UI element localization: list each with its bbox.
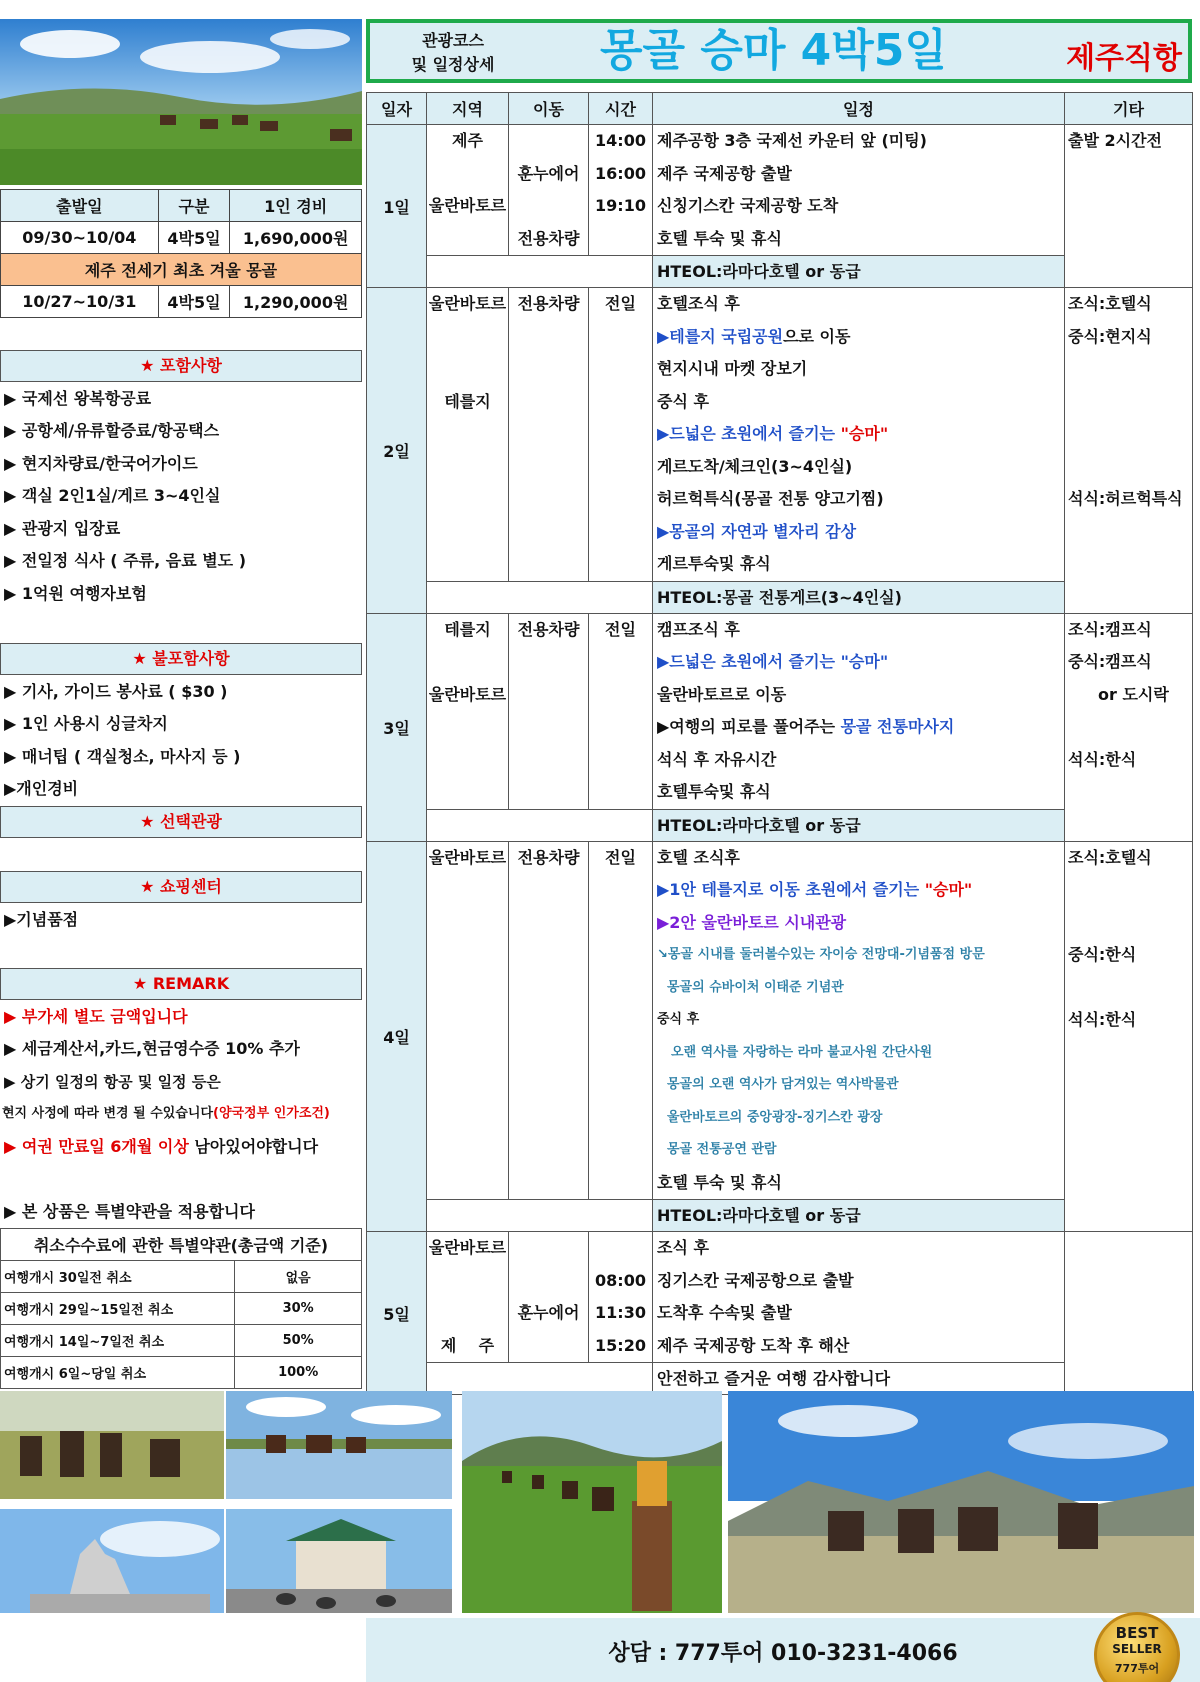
remark-tax: ▶ 세금계산서,카드,현금영수증 10% 추가 <box>4 1039 300 1058</box>
price-table <box>0 189 362 318</box>
etc-text: 석식:한식 <box>1068 749 1137 769</box>
included-title: ★ 포함사항 <box>0 350 362 382</box>
day5-closing-spacer <box>427 1363 653 1395</box>
header-price: 1인 경비 <box>230 190 362 222</box>
time-text: 14:00 <box>595 131 646 150</box>
day2-schedule <box>653 288 1065 582</box>
horse-riding-highlight: "승마" <box>924 880 973 899</box>
mountain-riders-photo <box>728 1391 1194 1613</box>
departure-date: 09/30~10/04 <box>1 222 159 254</box>
schedule-item: 허르헉특식(몽골 전통 양고기찜) <box>657 489 884 508</box>
region-text <box>427 223 508 256</box>
schedule-item: 중식 후 <box>657 1012 700 1027</box>
day2-transport <box>509 288 589 582</box>
cancel-period: 여행개시 14일~7일전 취소 <box>1 1325 235 1357</box>
contact-text: 상담 : 777투어 010-3231-4066 <box>608 1641 958 1666</box>
day4-schedule <box>653 841 1065 1200</box>
time-text: 19:10 <box>595 196 646 215</box>
schedule-item: ↘몽골 시내를 둘러볼수있는 자이승 전망대-기념품점 방문 <box>657 947 985 962</box>
table-row <box>1 286 362 318</box>
schedule-text: ▶여행의 피로를 풀어주는 <box>657 717 841 736</box>
cancel-fee: 50% <box>235 1325 362 1357</box>
day5-etc <box>1065 1232 1193 1395</box>
trip-type: 4박5일 <box>158 222 230 254</box>
schedule-item: 게르투숙및 휴식 <box>657 554 771 573</box>
day3-region <box>427 613 509 809</box>
departure-date: 10/27~10/31 <box>1 286 159 318</box>
day1-schedule <box>653 125 1065 256</box>
region-text: 울란바토르 <box>428 684 507 704</box>
day1-row <box>367 125 1193 256</box>
day5-schedule <box>653 1232 1065 1363</box>
schedule-item: 몽골의 오랜 역사가 담겨있는 역사박물관 <box>667 1077 899 1092</box>
schedule-item: 석식 후 자유시간 <box>657 749 777 769</box>
seal-seller: SELLER <box>1112 1642 1162 1656</box>
etc-text: 중식:한식 <box>1068 945 1137 964</box>
day3-etc <box>1065 613 1193 841</box>
highlight-text: 몽골 전통마사지 <box>840 717 955 736</box>
etc-text: 조식:캠프식 <box>1068 619 1152 639</box>
day4-transport <box>509 841 589 1200</box>
transport-text <box>509 190 588 223</box>
region-text: 테를지 <box>444 619 491 639</box>
schedule-item: 호텔조식 후 <box>657 294 740 313</box>
day5-label: 5일 <box>367 1232 427 1395</box>
day1-transport <box>509 125 589 256</box>
schedule-item: ▶몽골의 자연과 별자리 감상 <box>657 521 857 541</box>
col-transport: 이동 <box>509 93 589 125</box>
transport-text: 전용차량 <box>517 847 580 867</box>
day3-hotel-spacer <box>427 809 653 841</box>
cancellation-table <box>0 1228 362 1389</box>
page-title: 몽골 승마 4박5일 <box>600 25 947 76</box>
region-text: 울란바토르 <box>428 1238 507 1257</box>
etc-text: 조식:호텔식 <box>1068 294 1152 313</box>
day3-transport <box>509 613 589 809</box>
transport-text <box>509 125 588 158</box>
day4-hotel-spacer <box>427 1200 653 1232</box>
schedule-item: 중식 후 <box>657 391 709 411</box>
temple-photo <box>226 1509 452 1613</box>
schedule-item: 몽골의 슈바이처 이태준 기념관 <box>667 979 844 995</box>
day2-row <box>367 288 1193 582</box>
schedule-item <box>657 646 1064 679</box>
time-text: 11:30 <box>595 1303 646 1322</box>
day4-label: 4일 <box>367 841 427 1232</box>
trip-type: 4박5일 <box>158 286 230 318</box>
winter-banner: 제주 전세기 최초 겨울 몽골 <box>1 254 362 286</box>
day1-hotel: HTEOL:라마다호텔 or 동급 <box>653 256 1065 288</box>
schedule-item: 오랜 역사를 자랑하는 라마 불교사원 간단사원 <box>671 1044 933 1060</box>
etc-text: 중식:현지식 <box>1068 326 1152 346</box>
riders-line-photo <box>0 1391 224 1499</box>
list-item: ▶ 현지차량료/한국어가이드 <box>4 454 198 473</box>
transport-text: 훈누에어 <box>517 163 580 183</box>
schedule-item: 호텔 투숙 및 휴식 <box>657 228 782 248</box>
day3-schedule <box>653 613 1065 809</box>
day4-hotel: HTEOL:라마다호텔 or 동급 <box>653 1200 1065 1232</box>
day4-time <box>589 841 653 1200</box>
list-item: ▶ 공항세/유류할증료/항공택스 <box>4 421 220 440</box>
day2-label: 2일 <box>367 288 427 614</box>
highlight-text: ▶드넓은 초원에서 즐기는 <box>657 424 841 443</box>
col-schedule: 일정 <box>653 93 1065 125</box>
shopping-title: ★ 쇼핑센터 <box>0 871 362 903</box>
trip-price: 1,690,000원 <box>230 222 362 254</box>
schedule-item: 조식 후 <box>657 1238 709 1257</box>
best-seller-seal <box>1094 1612 1180 1682</box>
transport-text: 전용차량 <box>517 294 580 313</box>
remark-change: ▶ 상기 일정의 항공 및 일정 등은 <box>4 1073 221 1091</box>
remark-change-cont <box>2 1098 330 1130</box>
transport-text: 전용차량 <box>517 228 580 248</box>
time-text <box>589 223 652 256</box>
day2-hotel: HTEOL:몽골 전통게르(3~4인실) <box>653 581 1065 613</box>
schedule-item: 도착후 수속및 출발 <box>657 1303 792 1322</box>
etc-text: 중식:캠프식 <box>1068 652 1152 671</box>
day1-hotel-spacer <box>427 256 653 288</box>
list-item: ▶개인경비 <box>4 779 79 798</box>
schedule-item: 신칭기스칸 국제공항 도착 <box>657 196 839 215</box>
remark-passport-text: 남아있어야합니다 <box>188 1137 319 1156</box>
remark-vat: ▶ 부가세 별도 금액입니다 <box>4 1007 188 1026</box>
cancellation-title: 취소수수료에 관한 특별약관(총금액 기준) <box>1 1229 362 1261</box>
list-item: ▶ 1억원 여행자보험 <box>4 584 147 603</box>
itinerary-table <box>366 92 1192 1395</box>
day1-region <box>427 125 509 256</box>
schedule-item <box>657 418 1064 451</box>
header-departure: 출발일 <box>1 190 159 222</box>
day2-hotel-spacer <box>427 581 653 613</box>
optional-tour-title: ★ 선택관광 <box>0 806 362 838</box>
horses-lake-photo <box>226 1391 452 1499</box>
region-text: 울란바토르 <box>428 294 507 313</box>
list-item: ▶ 국제선 왕복항공료 <box>4 389 152 408</box>
list-item: ▶ 매너팁 ( 객실청소, 마사지 등 ) <box>4 747 241 766</box>
excluded-title: ★ 불포함사항 <box>0 643 362 675</box>
remark-passport-arrow: ▶ <box>4 1137 22 1156</box>
time-text: 16:00 <box>595 163 646 183</box>
day5-time <box>589 1232 653 1363</box>
table-row <box>1 1293 362 1325</box>
etc-text: or 도시락 <box>1098 684 1169 704</box>
list-item: ▶ 1인 사용시 싱글차지 <box>4 714 168 733</box>
time-text: 전일 <box>605 619 636 639</box>
schedule-item: 호텔 조식후 <box>657 847 740 867</box>
etc-text: 출발 2시간전 <box>1068 131 1162 150</box>
seal-best: BEST <box>1115 1624 1159 1642</box>
list-item: ▶ 관광지 입장료 <box>4 519 121 538</box>
course-label-sub: 및 일정상세 <box>411 55 495 74</box>
day5-row <box>367 1232 1193 1363</box>
day5-region <box>427 1232 509 1363</box>
col-etc: 기타 <box>1065 93 1193 125</box>
table-row <box>1 222 362 254</box>
time-text: 08:00 <box>595 1270 646 1290</box>
schedule-item <box>657 711 1064 744</box>
day4-etc <box>1065 841 1193 1232</box>
schedule-item: 호텔 투숙 및 휴식 <box>657 1172 782 1192</box>
remark-passport <box>4 1131 318 1163</box>
region-text: 제주 <box>452 131 483 150</box>
schedule-item: 몽골 전통공연 관람 <box>667 1142 777 1157</box>
day3-label: 3일 <box>367 613 427 841</box>
schedule-item: ▶2안 울란바토르 시내관광 <box>657 912 847 932</box>
schedule-item: 호텔투숙및 휴식 <box>657 782 771 801</box>
cancel-fee: 30% <box>235 1293 362 1325</box>
cancel-fee: 없음 <box>235 1261 362 1293</box>
time-text: 전일 <box>605 294 636 313</box>
day4-row <box>367 841 1193 1200</box>
course-label: 관광코스 <box>422 31 484 50</box>
schedule-item: 게르도착/체크인(3~4인실) <box>657 456 853 476</box>
horse-riding-highlight: "승마" <box>840 652 889 671</box>
region-text: 테를지 <box>444 391 491 411</box>
table-row <box>1 1261 362 1293</box>
remark-special-terms: ▶ 본 상품은 특별약관을 적용합니다 <box>4 1202 255 1221</box>
etc-text: 석식:한식 <box>1068 1010 1137 1029</box>
schedule-item: 제주공항 3층 국제선 카운터 앞 (미팅) <box>657 131 927 150</box>
trip-price: 1,290,000원 <box>230 286 362 318</box>
region-text: 제 주 <box>440 1335 495 1355</box>
list-item: ▶기념품점 <box>4 910 79 929</box>
time-text: 15:20 <box>595 1335 646 1355</box>
day1-time <box>589 125 653 256</box>
title-banner <box>366 19 1192 83</box>
table-row <box>1 1325 362 1357</box>
highlight-text: ▶1안 테를지로 이동 초원에서 즐기는 <box>657 880 925 899</box>
day2-region <box>427 288 509 582</box>
col-day: 일자 <box>367 93 427 125</box>
schedule-item: 현지시내 마켓 장보기 <box>657 359 808 378</box>
contact-bar <box>366 1618 1200 1682</box>
remark-change-text: 현지 사정에 따라 변경 될 수있습니다 <box>2 1106 213 1121</box>
transport-text: 훈누에어 <box>517 1303 580 1322</box>
etc-text: 석식:허르헉특식 <box>1068 489 1183 508</box>
list-item: ▶ 전일정 식사 ( 주류, 음료 별도 ) <box>4 551 247 570</box>
day4-region <box>427 841 509 1200</box>
day2-time <box>589 288 653 582</box>
etc-text: 조식:호텔식 <box>1068 847 1152 867</box>
seal-brand: 777투어 <box>1114 1662 1160 1675</box>
remark-title: ★ REMARK <box>0 968 362 1000</box>
day5-transport <box>509 1232 589 1363</box>
highlight-text: ▶드넓은 초원에서 즐기는 <box>657 652 841 671</box>
schedule-item <box>657 874 1064 907</box>
schedule-item: 울란바토르로 이동 <box>657 684 787 704</box>
region-text: 울란바토르 <box>428 196 507 215</box>
schedule-item: 울란바토르의 중앙광장-징기스칸 광장 <box>667 1109 883 1125</box>
day2-etc <box>1065 288 1193 614</box>
day3-hotel: HTEOL:라마다호텔 or 동급 <box>653 809 1065 841</box>
day3-row <box>367 613 1193 809</box>
list-item: ▶ 객실 2인1실/게르 3~4인실 <box>4 486 221 505</box>
horse-riding-highlight: "승마" <box>840 424 889 443</box>
highlight-text: ▶테를지 국립공원 <box>657 326 784 346</box>
col-region: 지역 <box>427 93 509 125</box>
day3-time <box>589 613 653 809</box>
col-time: 시간 <box>589 93 653 125</box>
schedule-item: 징기스칸 국제공항으로 출발 <box>657 1270 854 1290</box>
remark-condition: (양국정부 인가조건) <box>213 1106 330 1121</box>
closing-message: 안전하고 즐거운 여행 감사합니다 <box>653 1363 1065 1395</box>
table-row <box>1 1357 362 1389</box>
cancel-fee: 100% <box>235 1357 362 1389</box>
schedule-text: 으로 이동 <box>783 326 851 346</box>
remark-passport-highlight: 여권 만료일 6개월 이상 <box>21 1137 189 1156</box>
schedule-item: 제주 국제공항 출발 <box>657 163 792 183</box>
schedule-item <box>657 321 1064 354</box>
cancel-period: 여행개시 30일전 취소 <box>1 1261 235 1293</box>
day1-etc <box>1065 125 1193 288</box>
cancel-period: 여행개시 6일~당일 취소 <box>1 1357 235 1389</box>
cancel-period: 여행개시 29일~15일전 취소 <box>1 1293 235 1325</box>
day1-label: 1일 <box>367 125 427 288</box>
statue-photo <box>0 1509 224 1613</box>
horse-riding-photo <box>0 19 362 185</box>
schedule-item: 캠프조식 후 <box>657 619 740 639</box>
time-text: 전일 <box>605 847 636 867</box>
transport-text: 전용차량 <box>517 619 580 639</box>
schedule-item: 제주 국제공항 도착 후 해산 <box>657 1335 850 1355</box>
header-type: 구분 <box>158 190 230 222</box>
region-text <box>427 158 508 191</box>
region-text: 울란바토르 <box>428 847 507 867</box>
direct-flight-badge: 제주직항 <box>1066 41 1182 76</box>
list-item: ▶ 기사, 가이드 봉사료 ( $30 ) <box>4 682 228 701</box>
trail-riders-photo <box>462 1391 722 1613</box>
